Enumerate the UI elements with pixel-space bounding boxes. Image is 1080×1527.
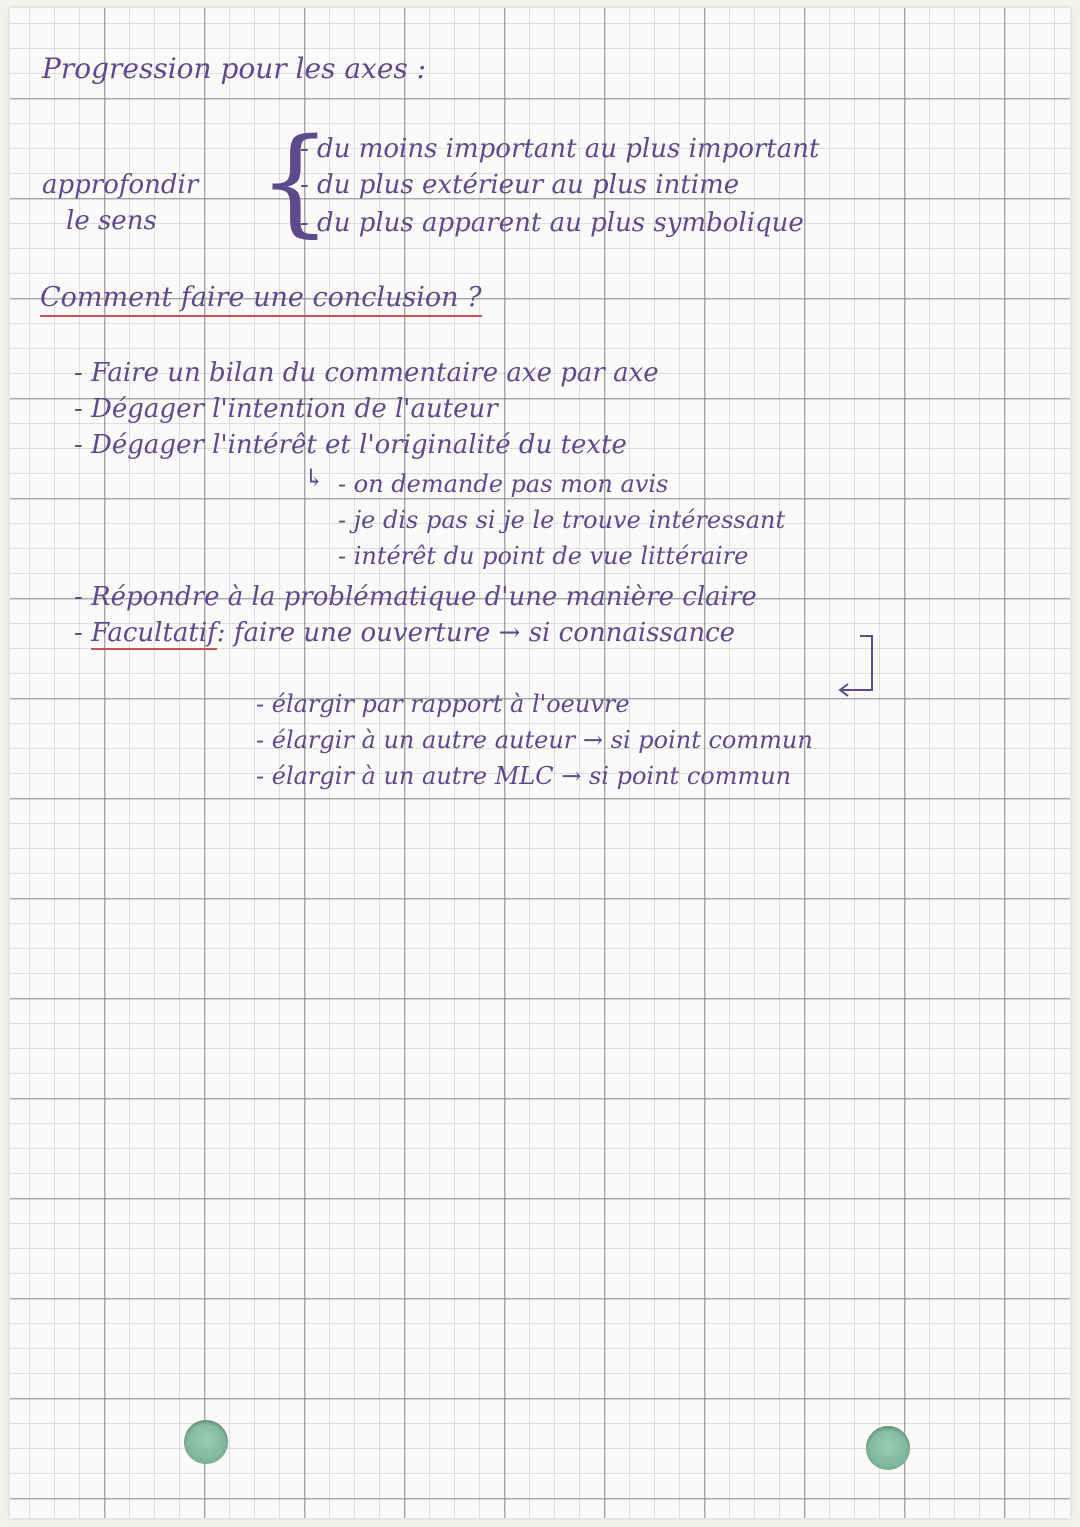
arrow-glyph: ↳ [304, 464, 325, 492]
punch-hole-right [866, 1426, 910, 1470]
section1-item-1: - du moins important au plus important [300, 134, 820, 164]
curly-brace: { [258, 114, 332, 249]
section1-label-line1: approfondir [42, 170, 199, 200]
section1-label-line2: le sens [66, 206, 157, 236]
subitem-1: - on demande pas mon avis [338, 470, 669, 498]
subitem-3: - intérêt du point de vue littéraire [338, 542, 749, 570]
subitem-2: - je dis pas si je le trouve intéressant [338, 506, 786, 534]
conclusion-item-2: - Dégager l'intention de l'auteur [74, 394, 498, 424]
widen-item-1: - élargir par rapport à l'oeuvre [256, 690, 630, 718]
punch-hole-left [184, 1420, 228, 1464]
conclusion-item-4: - Répondre à la problématique d'une manière claire [74, 582, 757, 612]
widen-item-3: - élargir à un autre MLC → si point commun [256, 762, 792, 790]
conclusion-item-1: - Faire un bilan du commentaire axe par axe [74, 358, 659, 388]
section1-title: Progression pour les axes : [42, 52, 427, 85]
optional-line: - Facultatif: faire une ouverture → si connaissance [74, 618, 736, 648]
optional-label: Facultatif [91, 618, 217, 648]
bracket-arrow-icon [830, 630, 890, 710]
conclusion-item-3: - Dégager l'intérêt et l'originalité du texte [74, 430, 627, 460]
section1-item-2: - du plus extérieur au plus intime [300, 170, 740, 200]
section1-item-3: - du plus apparent au plus symbolique [300, 208, 804, 238]
optional-text: : faire une ouverture → si connaissance [216, 618, 736, 648]
widen-item-2: - élargir à un autre auteur → si point commun [256, 726, 813, 754]
section2-title: Comment faire une conclusion ? [40, 282, 482, 317]
